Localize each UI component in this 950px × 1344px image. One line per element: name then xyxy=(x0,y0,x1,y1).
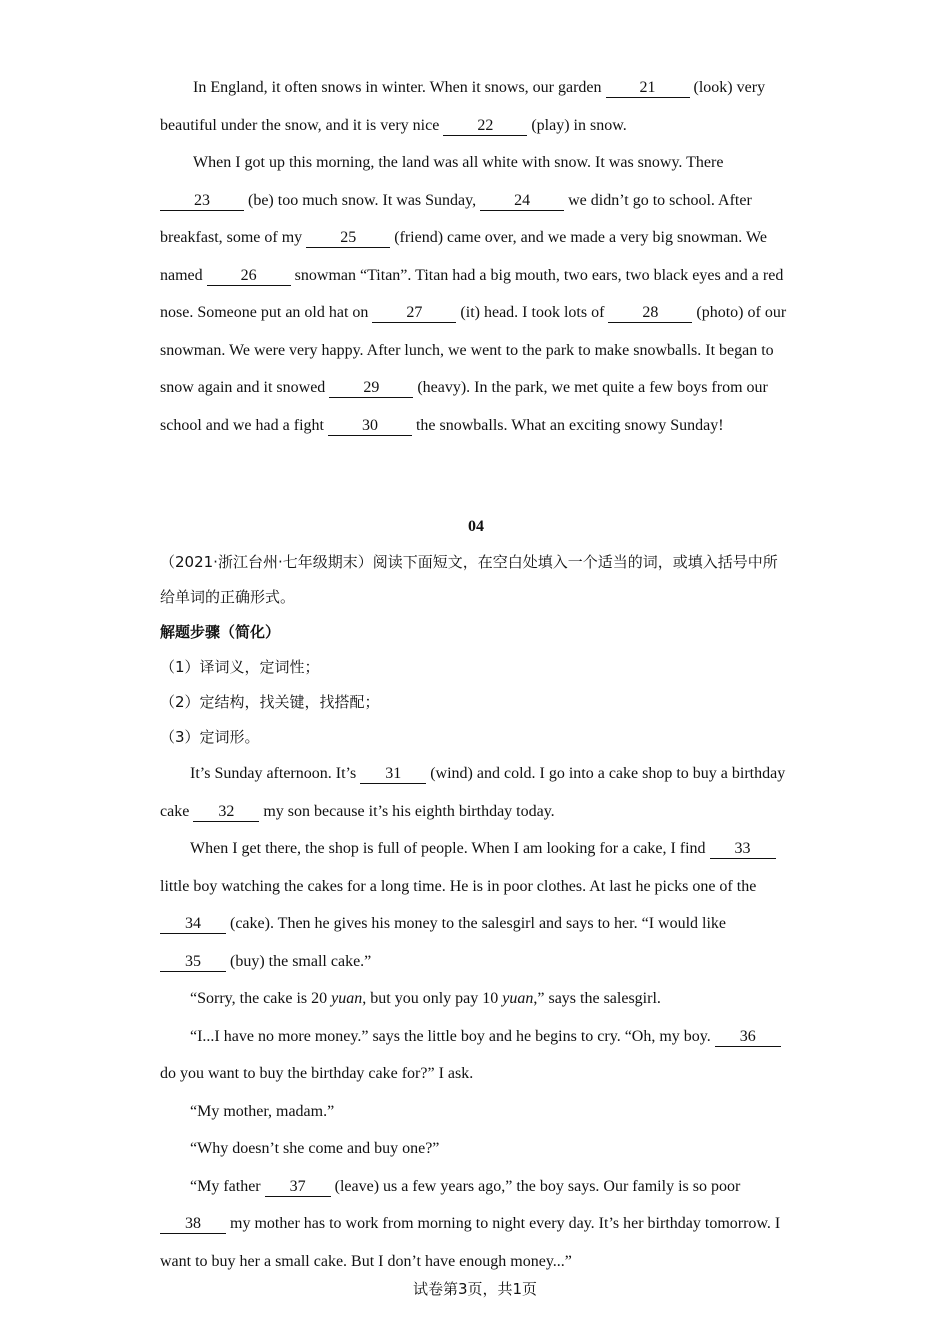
paragraph: “Sorry, the cake is 20 yuan, but you only pay 10 yuan,” says the salesgirl. xyxy=(190,990,661,1007)
paragraph: It’s Sunday afternoon. It’s 31 (wind) and cold. I go into a cake shop to buy a birthday cake 32 my son because it’s his eighth birthday today. xyxy=(160,765,786,820)
answer-blank-21[interactable]: 21 xyxy=(606,79,690,98)
paragraph: When I get there, the shop is full of people. When I am looking for a cake, I find 33 little boy watching the cakes for a long time. He is in poor clothes. At last he picks one of the 34 (cake). Then he gives his money to the salesgirl and says to her. “I would like 35 (buy) the small cake.” xyxy=(160,830,792,980)
answer-blank-22[interactable]: 22 xyxy=(443,117,527,136)
answer-blank-25[interactable]: 25 xyxy=(306,229,390,248)
answer-blank-34[interactable]: 34 xyxy=(160,915,226,934)
answer-blank-33[interactable]: 33 xyxy=(710,840,776,859)
answer-blank-26[interactable]: 26 xyxy=(207,267,291,286)
answer-blank-32[interactable]: 32 xyxy=(193,803,259,822)
step-item: （2）定结构，找关键，找搭配； xyxy=(160,693,380,711)
answer-blank-28[interactable]: 28 xyxy=(608,304,692,323)
paragraph: When I got up this morning, the land was all white with snow. It was snowy. There 23 (be) too much snow. It was Sunday, 24 we didn’t go to school. After breakfast, some of my 25 (friend) came over, and we made a very big snowman. We named 26 snowman “Titan”. Titan had a big mouth, two ears, two black eyes and a red nose. Someone put an old hat on 27 (it) head. I took lots of 28 (photo) of our snowman. We were very happy. After lunch, we went to the park to make snowballs. It began to snow again and it snowed 29 (heavy). In the park, we met quite a few boys from our school and we had a fight 30 the snowballs. What an exciting snowy Sunday! xyxy=(160,154,787,434)
step-item: （1）译词义，定词性； xyxy=(160,658,320,676)
answer-blank-23[interactable]: 23 xyxy=(160,192,244,211)
paragraph: “Why doesn’t she come and buy one?” xyxy=(190,1140,440,1157)
section-04 xyxy=(160,515,792,1280)
passage-snow xyxy=(160,69,792,444)
question-source: （2021·浙江台州·七年级期末）阅读下面短文，在空白处填入一个适当的词，或填入括号中所给单词的正确形式。 xyxy=(160,553,778,606)
section-number: 04 xyxy=(468,518,484,535)
answer-blank-37[interactable]: 37 xyxy=(265,1178,331,1197)
paragraph: “My father 37 (leave) us a few years ago,” the boy says. Our family is so poor 38 my mother has to work from morning to night every day. It’s her birthday tomorrow. I want to buy her a small cake. But I don’t have enough money...” xyxy=(160,1177,781,1270)
page-footer: 试卷第3页，共1页 xyxy=(412,1280,538,1298)
paragraph: In England, it often snows in winter. When it snows, our garden 21 (look) very beautiful under the snow, and it is very nice 22 (play) in snow. xyxy=(160,79,766,134)
answer-blank-29[interactable]: 29 xyxy=(329,379,413,398)
answer-blank-36[interactable]: 36 xyxy=(715,1028,781,1047)
answer-blank-27[interactable]: 27 xyxy=(372,304,456,323)
paragraph: “My mother, madam.” xyxy=(190,1102,335,1120)
answer-blank-38[interactable]: 38 xyxy=(160,1215,226,1234)
answer-blank-35[interactable]: 35 xyxy=(160,953,226,972)
answer-blank-31[interactable]: 31 xyxy=(360,765,426,784)
answer-blank-24[interactable]: 24 xyxy=(480,192,564,211)
answer-blank-30[interactable]: 30 xyxy=(328,417,412,436)
step-item: （3）定词形。 xyxy=(160,728,260,746)
steps-title: 解题步骤（简化） xyxy=(160,623,281,641)
paragraph: “I...I have no more money.” says the little boy and he begins to cry. “Oh, my boy. 36 do you want to buy the birthday cake for?” I ask. xyxy=(160,1018,792,1093)
